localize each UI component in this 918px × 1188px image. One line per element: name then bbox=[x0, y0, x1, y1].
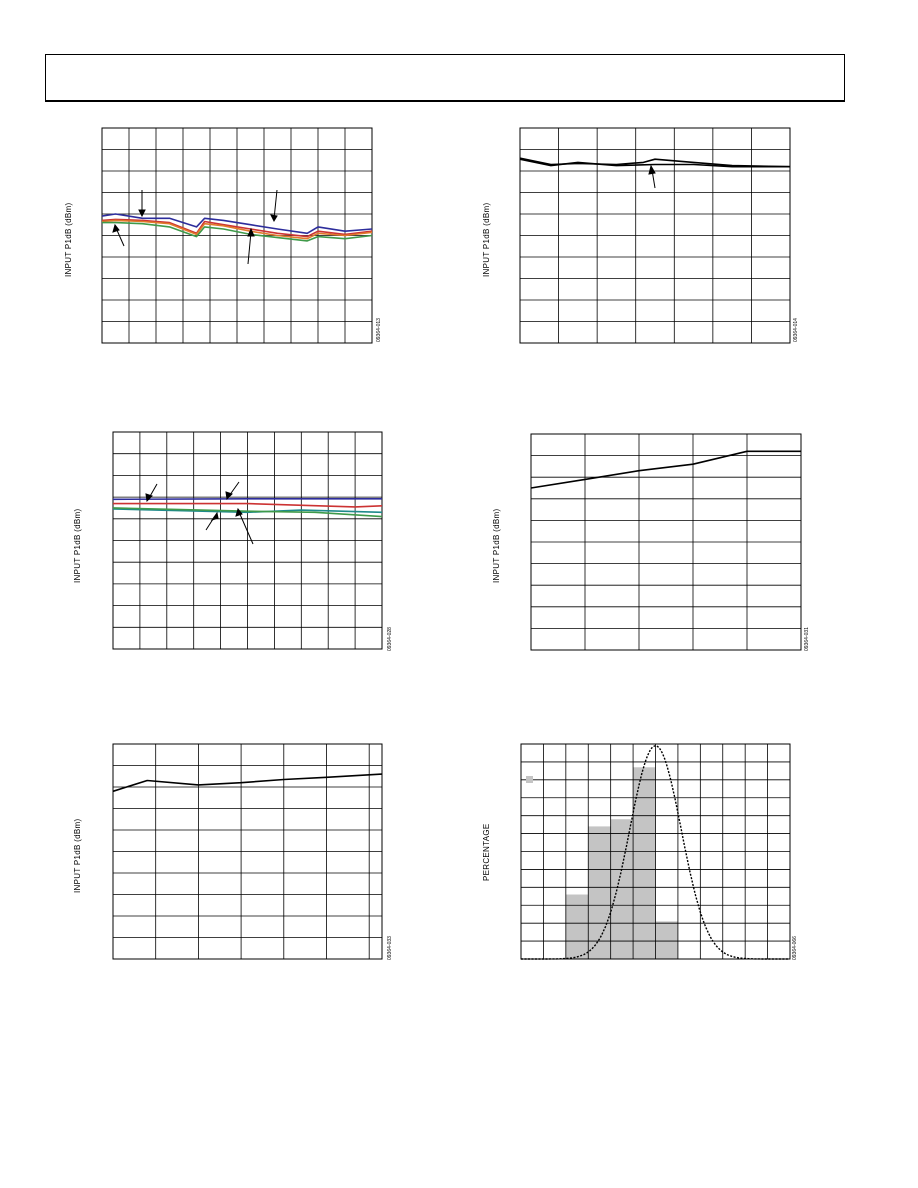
figure-id: 09364-031 bbox=[804, 627, 810, 651]
histogram-bar bbox=[566, 895, 588, 960]
callout-arrow bbox=[239, 512, 253, 544]
chart-4 bbox=[531, 434, 801, 650]
callout-arrowhead bbox=[139, 210, 145, 216]
y-axis-label: INPUT P1dB (dBm) bbox=[73, 818, 82, 893]
annotations bbox=[146, 482, 253, 544]
callout-arrowhead bbox=[236, 509, 242, 516]
figure-id: 09364-033 bbox=[387, 936, 393, 960]
histogram-bar bbox=[633, 767, 655, 959]
histogram-bar bbox=[611, 819, 633, 959]
figure-id: 09364-014 bbox=[793, 318, 799, 342]
y-axis-label: INPUT P1dB (dBm) bbox=[73, 508, 82, 583]
chart-6 bbox=[521, 744, 790, 959]
y-axis-label: INPUT P1dB (dBm) bbox=[64, 202, 73, 277]
chart-3 bbox=[113, 432, 382, 649]
y-axis-label: INPUT P1dB (dBm) bbox=[482, 202, 491, 277]
figure-id: 09364-028 bbox=[387, 627, 393, 651]
callout-arrow bbox=[274, 190, 277, 219]
chart-1 bbox=[102, 128, 372, 343]
page-header-box bbox=[45, 54, 845, 102]
legend-swatch bbox=[526, 776, 533, 783]
chart-5 bbox=[113, 744, 382, 959]
callout-arrowhead bbox=[649, 166, 655, 174]
y-axis-label: PERCENTAGE bbox=[482, 823, 491, 881]
callout-arrow bbox=[248, 232, 251, 264]
series-line bbox=[113, 499, 382, 500]
series-line bbox=[520, 158, 790, 167]
figure-id: 09364-013 bbox=[376, 318, 382, 342]
callout-arrowhead bbox=[113, 225, 119, 232]
series-line bbox=[531, 451, 801, 488]
series-line bbox=[113, 774, 382, 791]
chart-2 bbox=[520, 128, 790, 343]
annotations bbox=[649, 166, 655, 188]
y-axis-label: INPUT P1dB (dBm) bbox=[492, 508, 501, 583]
callout-arrowhead bbox=[271, 215, 277, 221]
histogram-bar bbox=[656, 921, 678, 959]
figure-id: 09364-066 bbox=[792, 936, 798, 960]
